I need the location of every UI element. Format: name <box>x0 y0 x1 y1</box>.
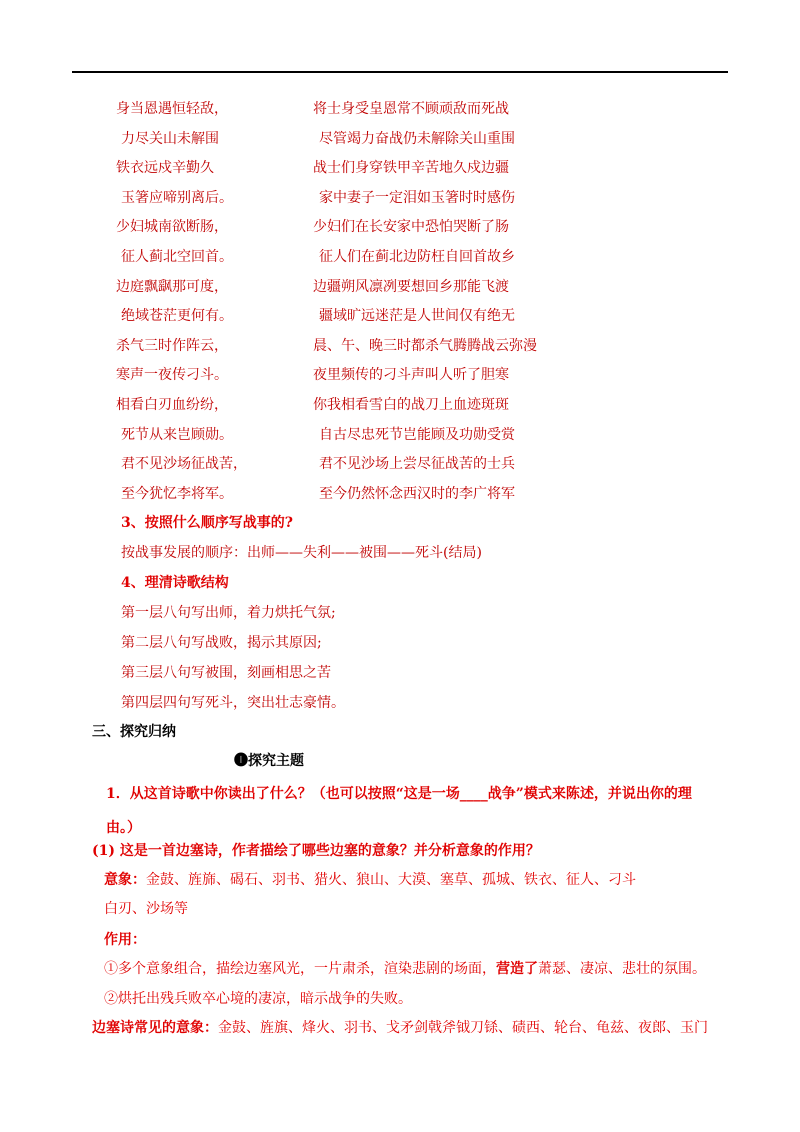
poem-line-original: 身当恩遇恒轻敌， <box>116 101 228 117</box>
poem-line-translation: 征人们在蓟北边防枉自回首故乡 <box>319 249 515 265</box>
poem-line-translation: 君不见沙场上尝尽征战苦的士兵 <box>319 456 515 472</box>
imagery-text: 金鼓、旌旆、碣石、羽书、猎火、狼山、大漠、塞草、孤城、铁衣、征人、刁斗 <box>146 872 636 888</box>
poem-line-original: 力尽关山未解围 <box>121 131 219 147</box>
common-imagery-text: 金鼓、旌旗、烽火、羽书、戈矛剑戟斧钺刀铩、碛西、轮台、龟兹、夜郎、玉门 <box>218 1020 708 1036</box>
effect-1 <box>104 958 706 978</box>
sub-question-1: (1) 这是一首边塞诗，作者描绘了哪些边塞的意象？并分析意象的作用？ <box>92 843 540 859</box>
poem-line-translation: 夜里频传的刁斗声叫人听了胆寒 <box>313 367 509 383</box>
poem-line-original: 君不见沙场征战苦， <box>121 456 247 472</box>
common-imagery-line <box>92 1017 708 1037</box>
poem-line-translation: 少妇们在长安家中恐怕哭断了肠 <box>313 219 509 235</box>
poem-line-original: 边庭飘飖那可度， <box>116 279 228 295</box>
poem-line-original: 至今犹忆李将军。 <box>121 486 233 502</box>
structure-item-2: 第二层八句写战败，揭示其原因; <box>121 635 322 651</box>
poem-line-original: 死节从来岂顾勋。 <box>121 427 233 443</box>
poem-line-translation: 将士身受皇恩常不顾顽敌而死战 <box>313 101 509 117</box>
theme-heading: ❶探究主题 <box>234 753 304 769</box>
poem-line-translation: 自古尽忠死节岂能顾及功勋受赏 <box>319 427 515 443</box>
structure-item-4: 第四层四句写死斗，突出壮志豪情。 <box>121 695 345 711</box>
effect-1-text-b: 营造了 <box>496 961 538 977</box>
effect-1-text-c: 萧瑟、凄凉、悲壮的氛围。 <box>538 961 706 977</box>
effect-label: 作用： <box>104 932 146 948</box>
poem-line-translation: 你我相看雪白的战刀上血迹斑斑 <box>313 397 509 413</box>
header-rule <box>72 71 728 73</box>
poem-line-translation: 至今仍然怀念西汉时的李广将军 <box>319 486 515 502</box>
poem-line-translation: 战士们身穿铁甲辛苦地久戍边疆 <box>313 160 509 176</box>
poem-line-original: 杀气三时作阵云， <box>116 338 228 354</box>
section-3-heading: 三、探究归纳 <box>92 724 176 740</box>
structure-item-1: 第一层八句写出师，着力烘托气氛; <box>121 605 336 621</box>
imagery-label: 意象： <box>104 872 146 888</box>
imagery-continuation: 白刃、沙场等 <box>104 901 188 917</box>
poem-line-original: 相看白刃血纷纷， <box>116 397 228 413</box>
poem-line-original: 玉箸应啼别离后。 <box>121 190 233 206</box>
poem-line-original: 征人蓟北空回首。 <box>121 249 233 265</box>
question-4-title: 4、理清诗歌结构 <box>121 575 229 591</box>
imagery-line <box>104 869 636 889</box>
poem-line-translation: 边疆朔风凛冽要想回乡那能飞渡 <box>313 279 509 295</box>
poem-line-original: 少妇城南欲断肠， <box>116 219 228 235</box>
effect-2: ②烘托出残兵败卒心境的凄凉，暗示战争的失败。 <box>104 991 412 1007</box>
poem-line-translation: 尽管竭力奋战仍未解除关山重围 <box>319 131 515 147</box>
poem-line-original: 铁衣远戍辛勤久 <box>116 160 214 176</box>
poem-line-translation: 疆域旷远迷茫是人世间仅有绝无 <box>319 308 515 324</box>
question-3-answer: 按战事发展的顺序：出师——失利——被围——死斗(结局) <box>121 545 482 561</box>
poem-line-original: 绝域苍茫更何有。 <box>121 308 233 324</box>
poem-line-translation: 家中妻子一定泪如玉箸时时感伤 <box>319 190 515 206</box>
poem-line-translation: 晨、午、晚三时都杀气腾腾战云弥漫 <box>313 338 537 354</box>
poem-line-original: 寒声一夜传刁斗。 <box>116 367 228 383</box>
question-3-title: 3、按照什么顺序写战事的? <box>121 515 293 531</box>
structure-item-3: 第三层八句写被围，刻画相思之苦 <box>121 665 331 681</box>
effect-1-text-a: ①多个意象组合，描绘边塞风光，一片肃杀，渲染悲剧的场面， <box>104 961 496 977</box>
question-1: 1．从这首诗歌中你读出了什么？（也可以按照“这是一场____战争”模式来陈述，并说出你的理由。） <box>106 786 692 836</box>
common-imagery-label: 边塞诗常见的意象： <box>92 1020 218 1036</box>
